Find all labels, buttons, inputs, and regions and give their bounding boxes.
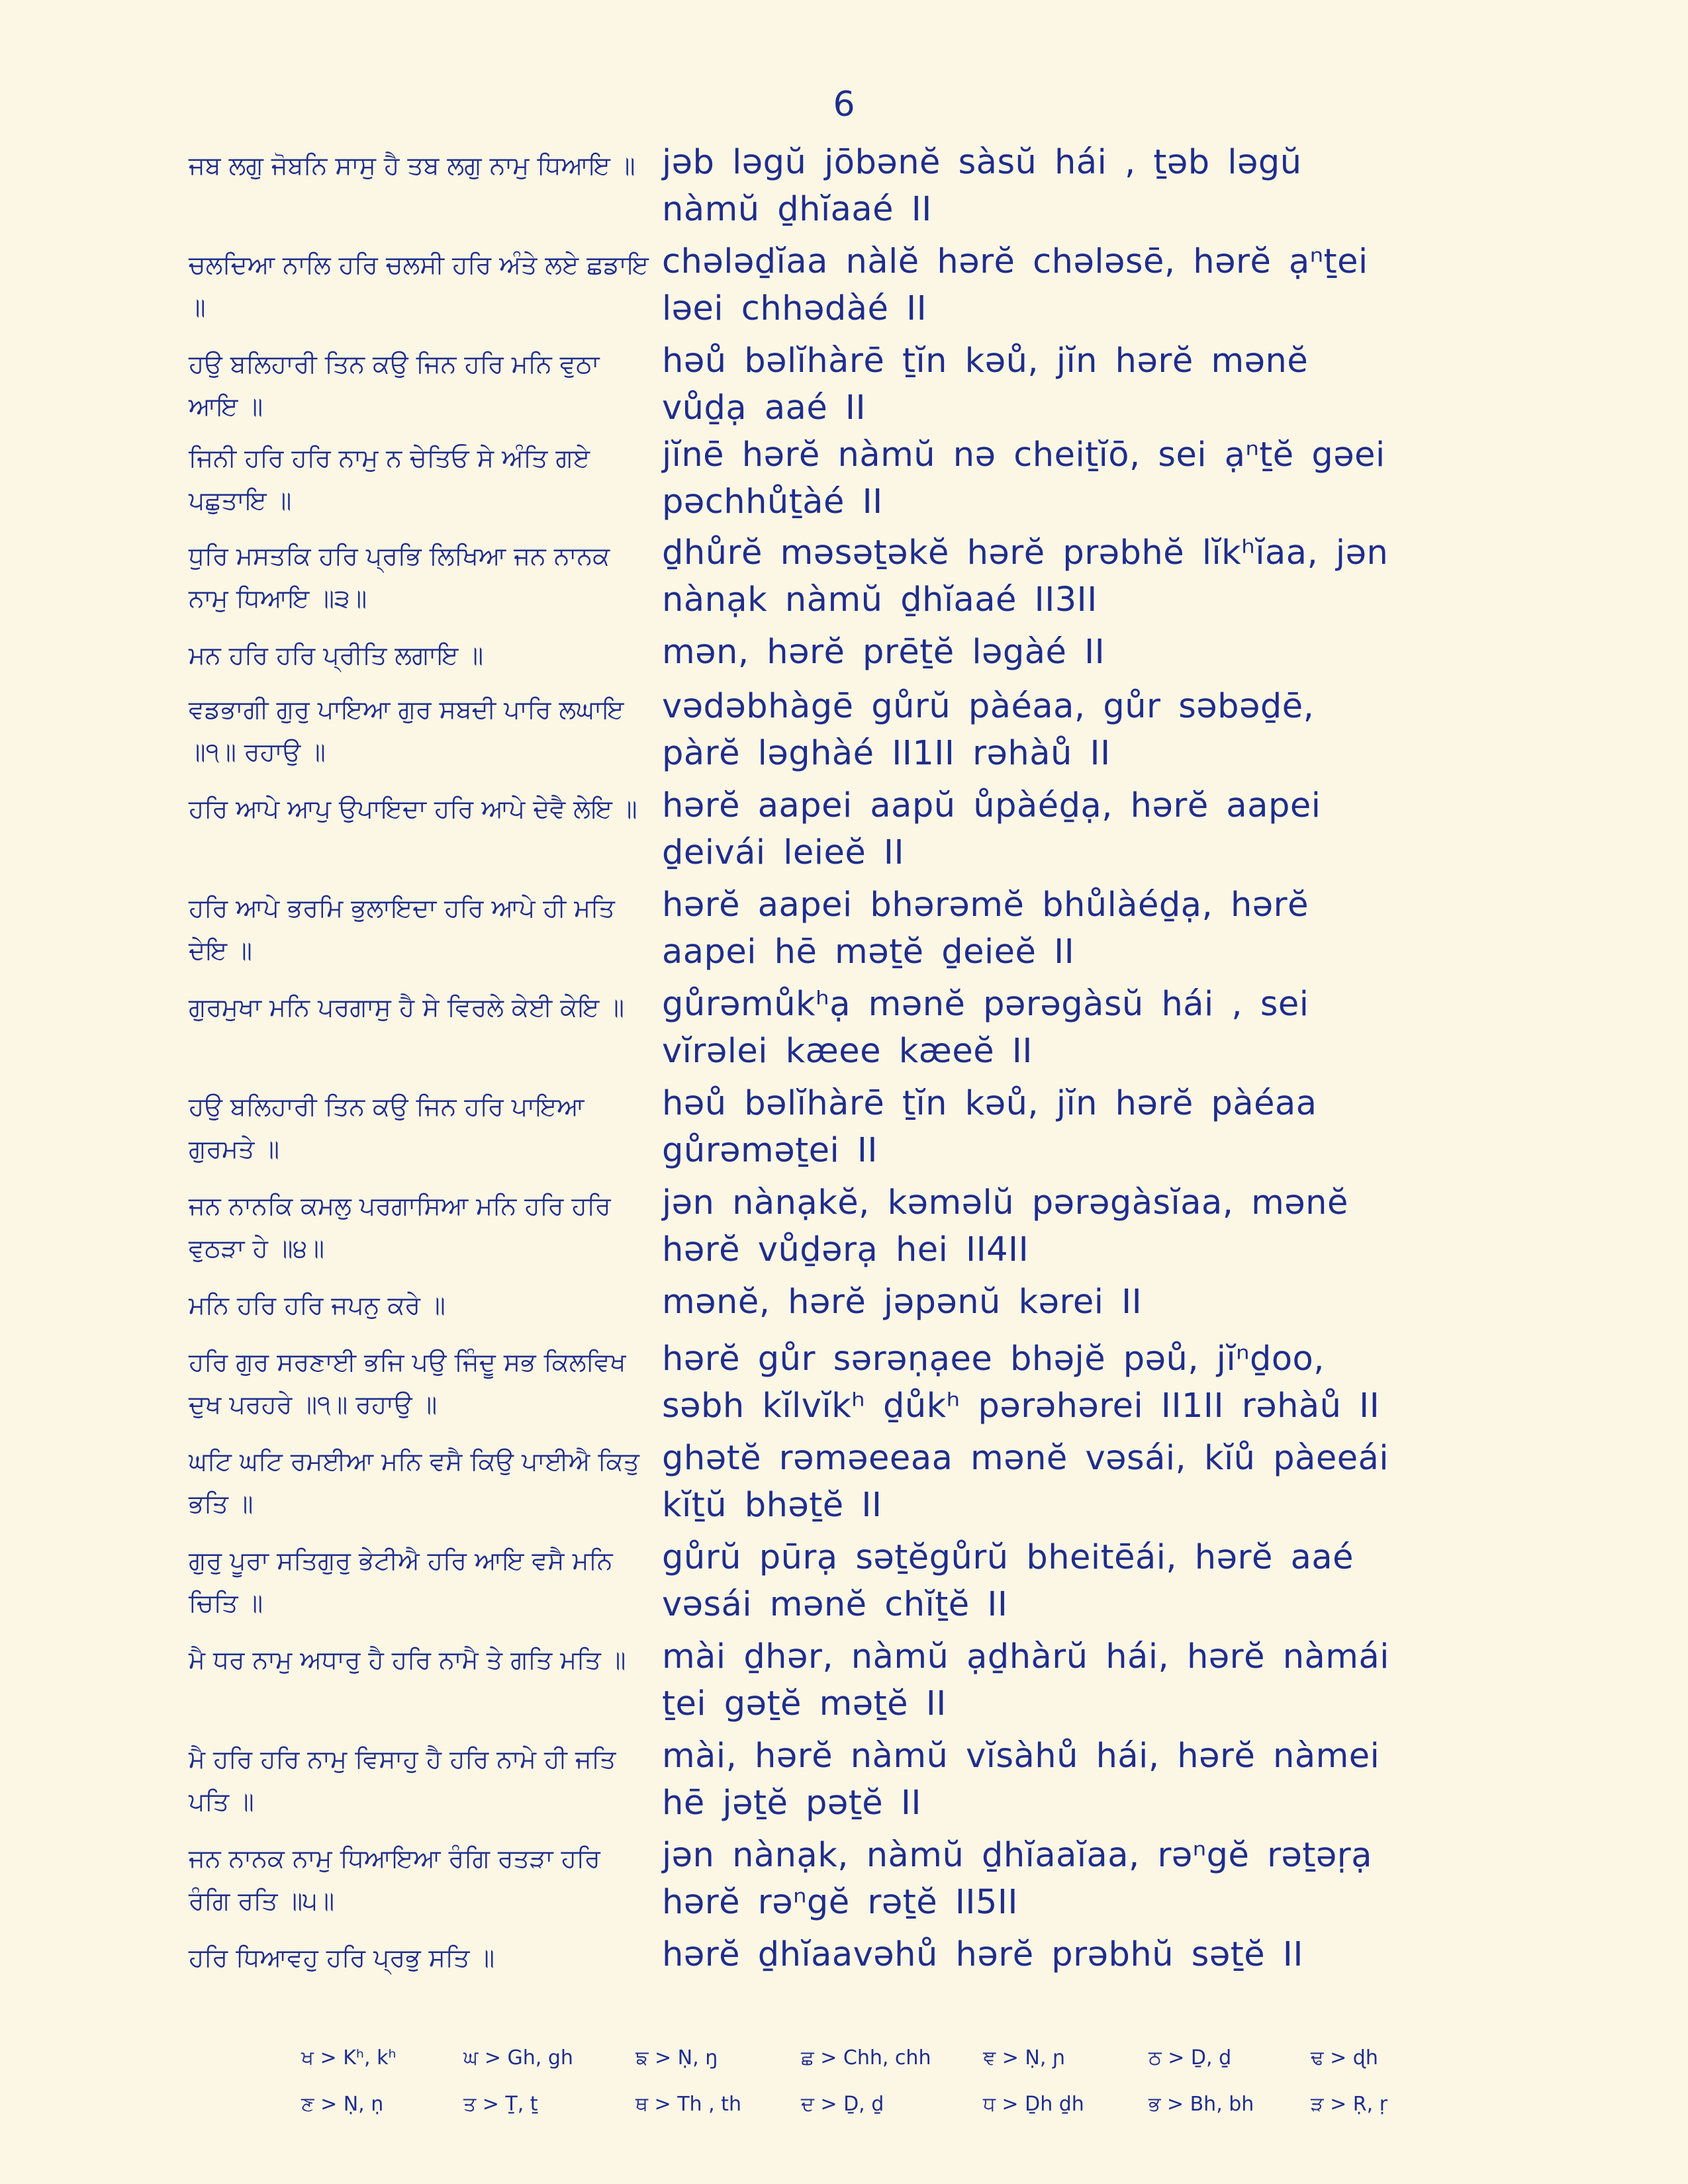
transliteration-line: hərĕ aapei bhərəmĕ bhůlàéḏạ, hərĕ aapei hē məṯĕ ḏeieĕ II — [662, 886, 1309, 972]
gurmukhi-line: ਵਡਭਾਗੀ ਗੁਰੁ ਪਾਇਆ ਗੁਰ ਸਬਦੀ ਪਾਰਿ ਲਘਾਇ ॥੧॥ ਰਹਾਉ ॥ — [189, 695, 624, 766]
legend-entry: ਘ > Gh, gh — [463, 2046, 573, 2070]
verse-row — [189, 432, 1407, 529]
verse-row — [189, 1279, 1407, 1336]
verse-table — [189, 139, 1407, 1984]
transliteration-line: mài ḏhər, nàmŭ ạḏhàrŭ hái, hərĕ nàmái ṯei gəṯĕ məṯĕ II — [662, 1637, 1389, 1723]
transliteration-line: hərĕ aapei aapŭ ůpàéḏạ, hərĕ aapei ḏeivái leieĕ II — [662, 786, 1321, 872]
verse-row — [189, 1336, 1407, 1435]
verse-row — [189, 981, 1407, 1080]
verse-row — [189, 683, 1407, 782]
gurmukhi-line: ਮੈ ਹਰਿ ਹਰਿ ਨਾਮੁ ਵਿਸਾਹੁ ਹੈ ਹਰਿ ਨਾਮੇ ਹੀ ਜਤਿ ਪਤਿ ॥ — [189, 1745, 616, 1816]
verse-row — [189, 238, 1407, 338]
transliteration-line: mài, hərĕ nàmŭ vĭsàhů hái, hərĕ nàmei hē jəṯĕ pəṯĕ II — [662, 1737, 1380, 1823]
verse-row — [189, 1931, 1407, 1984]
transliteration-line: mənĕ, hərĕ jəpənŭ kərei II — [662, 1283, 1143, 1322]
verse-row — [189, 529, 1407, 629]
transliteration-line: ghətĕ rəməeeaa mənĕ vəsái, kĭů pàeeái kĭṯŭ bhəṯĕ II — [662, 1439, 1389, 1525]
transliteration-line: həů bəlĭhàrē ṯĭn kəů, jĭn hərĕ pàéaa gůrəməṯei II — [662, 1084, 1317, 1170]
verse-row — [189, 1080, 1407, 1179]
gurmukhi-line: ਮੈ ਧਰ ਨਾਮੁ ਅਧਾਰੁ ਹੈ ਹਰਿ ਨਾਮੈ ਤੇ ਗਤਿ ਮਤਿ ॥ — [189, 1645, 626, 1674]
transliteration-line: jĭnē hərĕ nàmŭ nə cheiṯĭō, sei ạⁿṯĕ gəei pəchhůṯàé II — [662, 435, 1385, 522]
legend-row — [301, 2081, 1427, 2128]
gurmukhi-line: ਹਰਿ ਗੁਰ ਸਰਣਾਈ ਭਜਿ ਪਉ ਜਿੰਦੂ ਸਭ ਕਿਲਵਿਖ ਦੁਖ ਪਰਹਰੇ ॥੧॥ ਰਹਾਉ ॥ — [189, 1347, 626, 1419]
gurmukhi-line: ਮਨਿ ਹਰਿ ਹਰਿ ਜਪਨੁ ਕਰੇ ॥ — [189, 1291, 445, 1320]
verse-row — [189, 1832, 1407, 1931]
legend-entry: ਤ > Ṯ, ṯ — [463, 2093, 538, 2116]
transliteration-line: jəb ləgŭ jōbənĕ sàsŭ hái , ṯəb ləgŭ nàmŭ ḏhĭaaé II — [662, 143, 1302, 229]
legend-row — [301, 2035, 1427, 2081]
gurmukhi-line: ਜਨ ਨਾਨਕਿ ਕਮਲੁ ਪਰਗਾਸਿਆ ਮਨਿ ਹਰਿ ਹਰਿ ਵੁਠੜਾ ਹੇ ॥੪॥ — [189, 1191, 611, 1263]
verse-row — [189, 139, 1407, 238]
transliteration-line: ḏhůrĕ məsəṯəkĕ hərĕ prəbhĕ lĭkʰĭaa, jən nànạk nàmŭ ḏhĭaaé II3II — [662, 533, 1389, 619]
verse-row — [189, 782, 1407, 882]
gurmukhi-line: ਹਉ ਬਲਿਹਾਰੀ ਤਿਨ ਕਉ ਜਿਨ ਹਰਿ ਮਨਿ ਵੁਠਾ ਆਇ ॥ — [189, 349, 600, 421]
transliteration-line: jən nànạkĕ, kəməlŭ pərəgàsĭaa, mənĕ hərĕ vůḏərạ hei II4II — [662, 1183, 1348, 1269]
gurmukhi-line: ਹਰਿ ਧਿਆਵਹੁ ਹਰਿ ਪ੍ਰਭੁ ਸਤਿ ॥ — [189, 1943, 495, 1972]
legend-entry: ਥ > Th , th — [635, 2093, 741, 2116]
page-number: 6 — [833, 85, 855, 124]
gurmukhi-line: ਚਲਦਿਆ ਨਾਲਿ ਹਰਿ ਚਲਸੀ ਹਰਿ ਅੰਤੇ ਲਏ ਛਡਾਇ ॥ — [189, 250, 649, 322]
gurmukhi-line: ਘਟਿ ਘਟਿ ਰਮਈਆ ਮਨਿ ਵਸੈ ਕਿਉ ਪਾਈਐ ਕਿਤੁ ਭਤਿ ॥ — [189, 1447, 639, 1518]
legend-entry: ਙ > Ṇ, ŋ — [635, 2046, 718, 2070]
verse-row — [189, 1435, 1407, 1534]
legend-entry: ਭ > Bh, bh — [1149, 2093, 1254, 2116]
legend-entry: ਦ > Ḏ, ḏ — [801, 2093, 884, 2116]
transliteration-line: vədəbhàgē gůrŭ pàéaa, gůr səbəḏē, pàrĕ ləghàé II1II rəhàů II — [662, 687, 1315, 773]
legend-entry: ਧ > Ḏh ḏh — [983, 2093, 1084, 2116]
transliteration-line: hərĕ gůr sərəṇạee bhəjĕ pəů, jĭⁿḏoo, səbh kĭlvĭkʰ ḏůkʰ pərəhərei II1II rəhàů II — [662, 1340, 1380, 1426]
legend-entry: ਠ > Ḏ, ḏ — [1149, 2046, 1232, 2070]
gurmukhi-line: ਗੁਰੁ ਪੂਰਾ ਸਤਿਗੁਰੁ ਭੇਟੀਐ ਹਰਿ ਆਇ ਵਸੈ ਮਨਿ ਚਿਤਿ ॥ — [189, 1546, 613, 1617]
transliteration-legend — [301, 2035, 1427, 2128]
verse-row — [189, 1733, 1407, 1832]
verse-row — [189, 1633, 1407, 1733]
transliteration-line: chələḏĭaa nàlĕ hərĕ chələsē, hərĕ ạⁿṯei ləei chhədàé II — [662, 242, 1368, 328]
verse-row — [189, 1534, 1407, 1633]
gurmukhi-line: ਜਬ ਲਗੁ ਜੋਬਨਿ ਸਾਸੁ ਹੈ ਤਬ ਲਗੁ ਨਾਮੁ ਧਿਆਇ ॥ — [189, 151, 635, 180]
gurmukhi-line: ਹਉ ਬਲਿਹਾਰੀ ਤਿਨ ਕਉ ਜਿਨ ਹਰਿ ਪਾਇਆ ਗੁਰਮਤੇ ॥ — [189, 1092, 585, 1163]
legend-entry: ੜ > Ṛ, ṛ — [1311, 2093, 1388, 2116]
gurmukhi-line: ਜਨ ਨਾਨਕ ਨਾਮੁ ਧਿਆਇਆ ਰੰਗਿ ਰਤੜਾ ਹਰਿ ਰੰਗਿ ਰਤਿ ॥੫॥ — [189, 1844, 600, 1915]
gurmukhi-line: ਹਰਿ ਆਪੇ ਆਪੁ ਉਪਾਇਦਾ ਹਰਿ ਆਪੇ ਦੇਵੈ ਲੇਇ ॥ — [189, 794, 637, 823]
legend-entry: ਞ > Ṇ, ɲ — [983, 2046, 1066, 2070]
gurmukhi-line: ਧੁਰਿ ਮਸਤਕਿ ਹਰਿ ਪ੍ਰਭਿ ਲਿਖਿਆ ਜਨ ਨਾਨਕ ਨਾਮੁ ਧਿਆਇ ॥੩॥ — [189, 541, 610, 613]
gurmukhi-line: ਜਿਨੀ ਹਰਿ ਹਰਿ ਨਾਮੁ ਨ ਚੇਤਿਓ ਸੇ ਅੰਤਿ ਗਏ ਪਛੁਤਾਇ ॥ — [189, 443, 590, 515]
transliteration-line: jən nànạk, nàmŭ ḏhĭaaĭaa, rəⁿgĕ rəṯəṛạ hərĕ rəⁿgĕ rəṯĕ II5II — [662, 1836, 1373, 1922]
gurmukhi-line: ਮਨ ਹਰਿ ਹਰਿ ਪ੍ਰੀਤਿ ਲਗਾਇ ॥ — [189, 641, 484, 670]
verse-row — [189, 338, 1407, 432]
transliteration-line: mən, hərĕ prēṯĕ ləgàé II — [662, 633, 1105, 672]
legend-entry: ਢ > ɖh — [1311, 2046, 1378, 2070]
gurmukhi-line: ਗੁਰਮੁਖਾ ਮਨਿ ਪਰਗਾਸੁ ਹੈ ਸੇ ਵਿਰਲੇ ਕੇਈ ਕੇਇ ॥ — [189, 993, 624, 1022]
legend-entry: ਖ > Kʰ, kʰ — [301, 2046, 397, 2070]
gurmukhi-line: ਹਰਿ ਆਪੇ ਭਰਮਿ ਭੁਲਾਇਦਾ ਹਰਿ ਆਪੇ ਹੀ ਮਤਿ ਦੇਇ ॥ — [189, 893, 615, 965]
transliteration-line: gůrəmůkʰạ mənĕ pərəgàsŭ hái , sei vĭrəlei kæee kæeĕ II — [662, 985, 1309, 1071]
transliteration-line: həů bəlĭhàrē ṯĭn kəů, jĭn hərĕ mənĕ vůḏạ aaé II — [662, 341, 1309, 428]
transliteration-line: hərĕ ḏhĭaavəhů hərĕ prəbhŭ səṯĕ II — [662, 1935, 1303, 1974]
legend-entry: ਣ > Ṇ, ṇ — [301, 2093, 384, 2116]
verse-row — [189, 629, 1407, 683]
transliteration-line: gůrŭ pūrạ səṯĕgůrŭ bheitēái, hərĕ aaé vəsái mənĕ chĭṯĕ II — [662, 1538, 1354, 1624]
verse-row — [189, 882, 1407, 981]
verse-row — [189, 1179, 1407, 1279]
legend-entry: ਛ > Chh, chh — [801, 2046, 931, 2070]
